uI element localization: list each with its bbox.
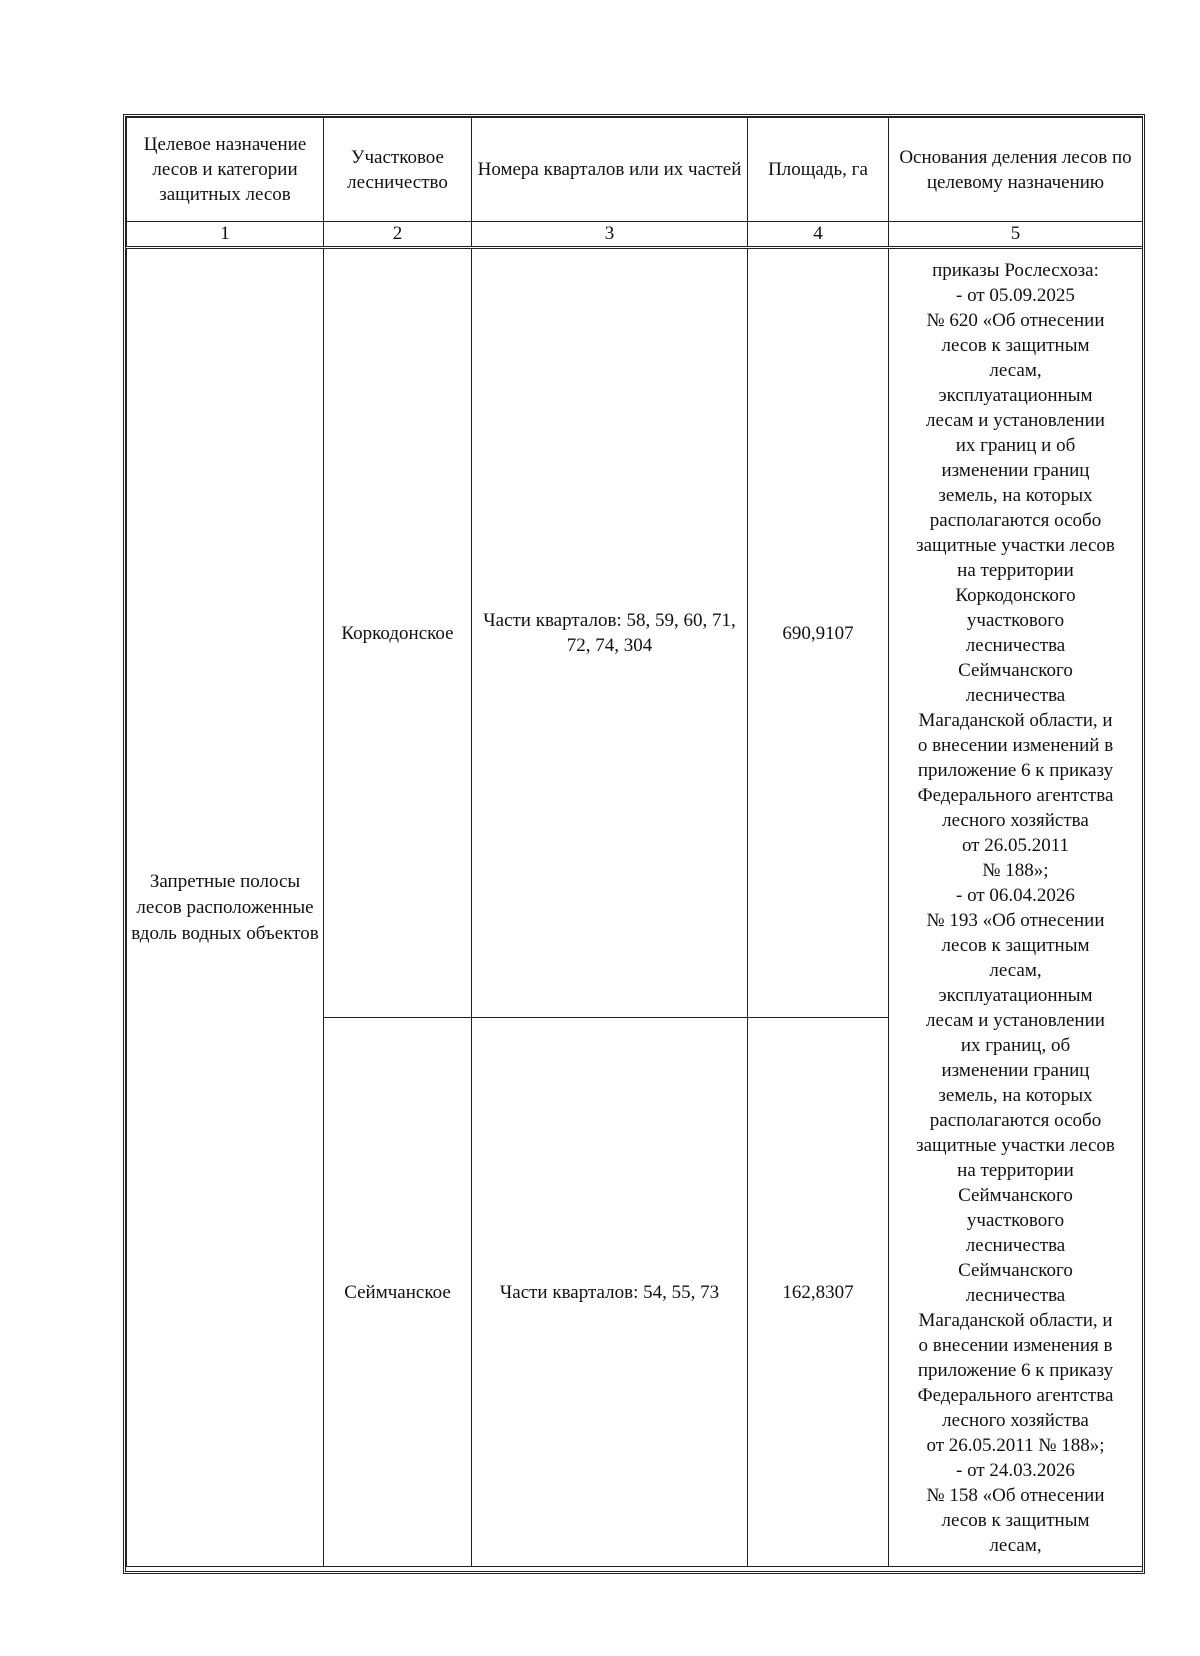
basis-line: защитные участки лесов xyxy=(916,1134,1115,1156)
basis-line: лесничества xyxy=(965,1234,1066,1256)
purpose-cell: Запретные полосы лесов расположенные вдоль водных объектов xyxy=(127,248,324,1567)
basis-line: лесам, xyxy=(989,959,1042,981)
basis-line: лесничества xyxy=(965,684,1066,706)
header-basis: Основания деления лесов по целевому назначению xyxy=(889,118,1143,222)
header-area: Площадь, га xyxy=(748,118,889,222)
basis-line: о внесении изменений в xyxy=(917,734,1114,756)
basis-line: № 193 «Об отнесении xyxy=(926,909,1105,931)
header-quarters: Номера кварталов или их частей xyxy=(472,118,748,222)
basis-line: участкового xyxy=(966,609,1065,631)
basis-line: лесам и установлении xyxy=(926,1009,1105,1031)
basis-line: № 158 «Об отнесении xyxy=(926,1484,1105,1506)
basis-line: приложение 6 к приказу xyxy=(917,759,1114,781)
basis-line: от 26.05.2011 xyxy=(961,834,1070,856)
header-forestry: Участковое лесничество xyxy=(324,118,472,222)
column-number-row xyxy=(127,222,1143,248)
basis-line: располагаются особо xyxy=(929,1109,1102,1131)
basis-line: о внесении изменения в xyxy=(918,1334,1113,1356)
basis-line: защитные участки лесов xyxy=(916,534,1115,556)
area-cell: 162,8307 xyxy=(748,1018,889,1567)
basis-line: Федерального агентства xyxy=(917,1384,1114,1406)
basis-text xyxy=(892,258,1139,1558)
basis-line: лесов к защитным xyxy=(941,934,1090,956)
forestry-cell: Сеймчанское xyxy=(324,1018,472,1567)
basis-line: лесам и установлении xyxy=(926,409,1105,431)
basis-line: Сеймчанского xyxy=(958,1259,1073,1281)
basis-line: их границ и об xyxy=(955,434,1076,456)
column-number: 2 xyxy=(324,222,472,248)
basis-line: приложение 6 к приказу xyxy=(917,1359,1114,1381)
basis-cell xyxy=(889,248,1143,1567)
header-row xyxy=(127,118,1143,222)
quarters-cell: Части кварталов: 58, 59, 60, 71, 72, 74, 304 xyxy=(472,248,748,1018)
forestry-cell: Коркодонское xyxy=(324,248,472,1018)
table-row xyxy=(127,248,1143,1018)
basis-line: - от 06.04.2026 xyxy=(956,884,1075,906)
column-number: 5 xyxy=(889,222,1143,248)
basis-line: Федерального агентства xyxy=(917,784,1114,806)
column-number: 1 xyxy=(127,222,324,248)
basis-line: земель, на которых xyxy=(938,1084,1093,1106)
basis-line: лесов к защитным xyxy=(941,1509,1090,1531)
basis-line: располагаются особо xyxy=(929,509,1102,531)
basis-line: лесного хозяйства xyxy=(942,809,1089,831)
basis-line: лесам, xyxy=(989,1534,1042,1556)
basis-line: лесничества xyxy=(965,1284,1066,1306)
column-number: 4 xyxy=(748,222,889,248)
basis-line: от 26.05.2011 № 188»; xyxy=(926,1434,1105,1456)
basis-line: лесного хозяйства xyxy=(942,1409,1089,1431)
basis-line: Сеймчанского xyxy=(958,1184,1073,1206)
forest-purpose-table xyxy=(126,117,1143,1567)
basis-line: - от 24.03.2026 xyxy=(956,1459,1075,1481)
basis-line: участкового xyxy=(966,1209,1065,1231)
basis-line: лесам, xyxy=(989,359,1042,381)
basis-line: - от 05.09.2025 xyxy=(956,284,1075,306)
basis-line: лесничества xyxy=(965,634,1066,656)
area-cell: 690,9107 xyxy=(748,248,889,1018)
basis-line: Сеймчанского xyxy=(958,659,1073,681)
basis-line: № 620 «Об отнесении xyxy=(926,309,1105,331)
basis-line: Магаданской области, и xyxy=(918,1309,1113,1331)
basis-line: Коркодонского xyxy=(955,584,1076,606)
basis-line: Магаданской области, и xyxy=(918,709,1113,731)
basis-line: изменении границ xyxy=(941,1059,1090,1081)
basis-line: изменении границ xyxy=(941,459,1090,481)
basis-line: на территории xyxy=(957,559,1074,581)
basis-line: эксплуатационным xyxy=(938,384,1093,406)
basis-line: земель, на которых xyxy=(938,484,1093,506)
basis-line: лесов к защитным xyxy=(941,334,1090,356)
header-purpose: Целевое назначение лесов и категории защитных лесов xyxy=(127,118,324,222)
quarters-cell: Части кварталов: 54, 55, 73 xyxy=(472,1018,748,1567)
column-number: 3 xyxy=(472,222,748,248)
basis-line: приказы Рослесхоза: xyxy=(932,259,1099,281)
basis-line: их границ, об xyxy=(960,1034,1071,1056)
basis-line: эксплуатационным xyxy=(938,984,1093,1006)
basis-line: № 188»; xyxy=(982,859,1049,881)
basis-line: на территории xyxy=(957,1159,1074,1181)
